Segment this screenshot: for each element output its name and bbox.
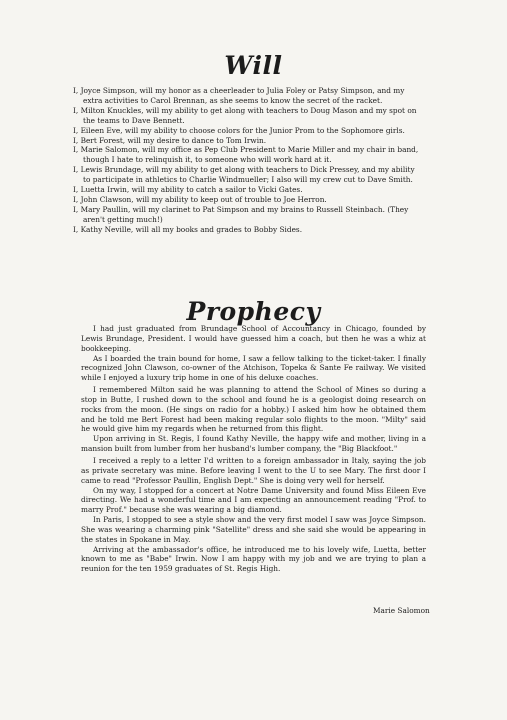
will-list bbox=[73, 86, 421, 235]
prophecy-paragraph: I had just graduated from Brundage School of Accountancy in Chicago, founded by Lewis Brundage, President. I would have guessed him a coach, but then he was a whiz at bookkeeping. bbox=[81, 324, 426, 353]
prophecy-paragraph: Upon arriving in St. Regis, I found Kathy Neville, the happy wife and mother, living in a mansion built from lumber from her husband's lumber company, the "Big Blackfoot." bbox=[81, 434, 426, 454]
will-entry: I, Mary Paullin, will my clarinet to Pat Simpson and my brains to Russell Steinbach. (They aren't getting much!) bbox=[73, 204, 409, 224]
will-entry: I, Lewis Brundage, will my ability to get along with teachers to Dick Pressey, and my ability to participate in athletics to Charlie Windmueller; I also will my crew cut to Dave Smith. bbox=[73, 165, 415, 185]
will-entry: I, Kathy Neville, will all my books and grades to Bobby Sides. bbox=[73, 224, 303, 234]
will-entry: I, Joyce Simpson, will my honor as a cheerleader to Julia Foley or Patsy Simpson, and my extra activities to Carol Brennan, as she seems to know the secret of the racket. bbox=[73, 86, 405, 105]
will-entry: I, Marie Salomon, will my office as Pep Club President to Marie Miller and my chair in band, though I hate to relinquish it, to someone who will work hard at it. bbox=[73, 145, 419, 165]
prophecy-paragraph: On my way, I stopped for a concert at Notre Dame University and found Miss Eileen Eve directing. We had a wonderful time and I am expecting an announcement reading "Prof. to marry Prof." because she was wearing a big diamond. bbox=[81, 485, 426, 515]
prophecy-body bbox=[81, 324, 426, 574]
prophecy-paragraph: I remembered Milton said he was planning to attend the School of Mines so during a stop in Butte, I rushed down to the school and found he is a geologist doing research on rocks from the moon. (He sings on radio for a hobby.) I asked him how he obtained them and he told me Bert Forest had been making regular solo flights to the moon. "Milty" said he would give him my regards when he returned from this flight. bbox=[81, 385, 426, 434]
prophecy-paragraph: In Paris, I stopped to see a style show and the very first model I saw was Joyce Simpson. She was wearing a charming pink "Satellite" dress and she said she would be appearing in the states in Spokane in May. bbox=[81, 515, 426, 544]
will-heading: Will bbox=[224, 51, 283, 80]
will-entry: I, Milton Knuckles, will my ability to get along with teachers to Doug Mason and my spot on the teams to Dave Bennett. bbox=[73, 105, 417, 125]
will-entry: I, Luetta Irwin, will my ability to catch a sailor to Vicki Gates. bbox=[73, 185, 303, 195]
will-entry: I, John Clawson, will my ability to keep out of trouble to Joe Herron. bbox=[73, 194, 327, 204]
prophecy-paragraph: As I boarded the train bound for home, I saw a fellow talking to the ticket-taker. I finally recognized John Clawson, co-owner of the Atchison, Topeka & Sante Fe railway. We visited while I enjoyed a luxury trip home in one of his deluxe coaches. bbox=[81, 353, 426, 383]
will-entry: I, Eileen Eve, will my ability to choose colors for the Junior Prom to the Sophomore girls. bbox=[73, 125, 405, 135]
signature: Marie Salomon bbox=[373, 606, 430, 615]
will-entry: I, Bert Forest, will my desire to dance to Tom Irwin. bbox=[73, 135, 267, 145]
prophecy-paragraph: Arriving at the ambassador's office, he introduced me to his lovely wife, Luetta, better known to me as "Babe" Irwin. Now I am happy with my job and we are trying to plan a reunion for the ten 1959 graduates of St. Regis High. bbox=[81, 544, 426, 574]
prophecy-paragraph: I received a reply to a letter I'd written to a foreign ambassador in Italy, saying the job as private secretary was mine. Before leaving I went to the U to see Mary. The first door I came to read "Professor Paullin, English Dept." She is doing very well for herself. bbox=[81, 455, 426, 485]
prophecy-heading: Prophecy bbox=[186, 297, 321, 326]
